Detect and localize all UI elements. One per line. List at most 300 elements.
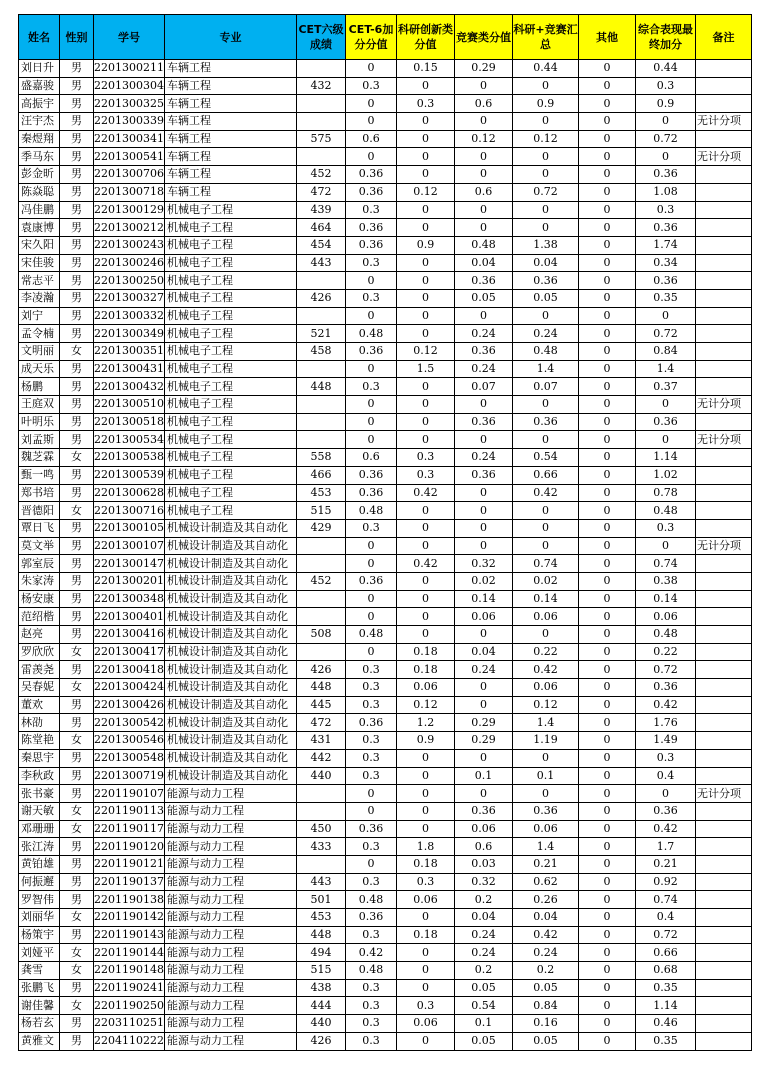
- cell-remarks: [696, 519, 752, 537]
- cell-other: 0: [579, 236, 636, 254]
- cell-remarks: [696, 838, 752, 856]
- cell-name: 盛嘉骏: [19, 77, 60, 95]
- cell-research: 0.9: [397, 236, 455, 254]
- cell-other: 0: [579, 502, 636, 520]
- cell-gender: 女: [60, 962, 94, 980]
- cell-research-competition-total: 0.2: [513, 962, 579, 980]
- cell-cet6-score: 450: [297, 820, 346, 838]
- cell-student-id: 2201300548: [94, 749, 165, 767]
- cell-research: 0: [397, 537, 455, 555]
- cell-major: 机械设计制造及其自动化: [165, 679, 297, 697]
- cell-major: 机械电子工程: [165, 307, 297, 325]
- cell-final-bonus: 0.38: [636, 572, 696, 590]
- cell-cet6-score: [297, 95, 346, 113]
- cell-final-bonus: 0.06: [636, 608, 696, 626]
- cell-cet6-score: 442: [297, 749, 346, 767]
- cell-research: 0.12: [397, 696, 455, 714]
- cell-major: 机械设计制造及其自动化: [165, 537, 297, 555]
- cell-student-id: 2201300542: [94, 714, 165, 732]
- cell-remarks: [696, 360, 752, 378]
- table-row: [19, 626, 752, 644]
- cell-student-id: 2201300534: [94, 431, 165, 449]
- cell-gender: 男: [60, 873, 94, 891]
- cell-gender: 男: [60, 219, 94, 237]
- cell-cet6-bonus: 0.3: [346, 696, 397, 714]
- cell-competition: 0.03: [455, 855, 513, 873]
- cell-final-bonus: 0.4: [636, 909, 696, 927]
- cell-remarks: [696, 466, 752, 484]
- cell-other: 0: [579, 449, 636, 467]
- cell-gender: 男: [60, 572, 94, 590]
- cell-cet6-bonus: 0.3: [346, 873, 397, 891]
- cell-cet6-score: [297, 396, 346, 414]
- cell-name: 张江涛: [19, 838, 60, 856]
- cell-research-competition-total: 0: [513, 785, 579, 803]
- table-row: [19, 944, 752, 962]
- cell-competition: 0: [455, 201, 513, 219]
- cell-cet6-bonus: 0: [346, 555, 397, 573]
- cell-major: 车辆工程: [165, 166, 297, 184]
- cell-cet6-score: 429: [297, 519, 346, 537]
- cell-final-bonus: 0.36: [636, 166, 696, 184]
- cell-cet6-score: [297, 148, 346, 166]
- table-row: [19, 643, 752, 661]
- cell-cet6-score: 464: [297, 219, 346, 237]
- cell-cet6-bonus: 0.3: [346, 1032, 397, 1050]
- cell-final-bonus: 0.92: [636, 873, 696, 891]
- cell-gender: 男: [60, 838, 94, 856]
- cell-student-id: 2201300424: [94, 679, 165, 697]
- cell-cet6-bonus: 0: [346, 855, 397, 873]
- cell-cet6-score: [297, 360, 346, 378]
- cell-cet6-bonus: 0: [346, 148, 397, 166]
- cell-research: 0.18: [397, 643, 455, 661]
- cell-name: 魏芝霖: [19, 449, 60, 467]
- cell-other: 0: [579, 183, 636, 201]
- cell-research: 0: [397, 166, 455, 184]
- cell-research-competition-total: 0.16: [513, 1015, 579, 1033]
- cell-cet6-score: 472: [297, 183, 346, 201]
- cell-cet6-score: 508: [297, 626, 346, 644]
- cell-other: 0: [579, 572, 636, 590]
- header-gender: 性别: [60, 15, 94, 60]
- cell-cet6-bonus: 0.42: [346, 944, 397, 962]
- cell-final-bonus: 0.22: [636, 643, 696, 661]
- cell-name: 秦煜翔: [19, 130, 60, 148]
- table-row: [19, 1032, 752, 1050]
- cell-competition: 0.04: [455, 643, 513, 661]
- cell-remarks: 无计分项: [696, 785, 752, 803]
- cell-other: 0: [579, 289, 636, 307]
- cell-name: 季马东: [19, 148, 60, 166]
- cell-remarks: [696, 413, 752, 431]
- cell-student-id: 2201190142: [94, 909, 165, 927]
- cell-gender: 女: [60, 449, 94, 467]
- table-row: [19, 449, 752, 467]
- cell-research-competition-total: 0: [513, 113, 579, 131]
- cell-other: 0: [579, 95, 636, 113]
- cell-gender: 男: [60, 272, 94, 290]
- cell-cet6-score: 439: [297, 201, 346, 219]
- cell-name: 何振邂: [19, 873, 60, 891]
- cell-name: 范绍楷: [19, 608, 60, 626]
- cell-name: 李凌瀚: [19, 289, 60, 307]
- cell-cet6-bonus: 0.36: [346, 714, 397, 732]
- cell-research-competition-total: 0: [513, 431, 579, 449]
- cell-competition: 0: [455, 148, 513, 166]
- cell-other: 0: [579, 396, 636, 414]
- cell-major: 机械设计制造及其自动化: [165, 696, 297, 714]
- cell-other: 0: [579, 77, 636, 95]
- cell-cet6-score: 575: [297, 130, 346, 148]
- cell-major: 能源与动力工程: [165, 873, 297, 891]
- cell-research: 1.5: [397, 360, 455, 378]
- cell-gender: 男: [60, 855, 94, 873]
- cell-research-competition-total: 0.62: [513, 873, 579, 891]
- cell-other: 0: [579, 838, 636, 856]
- cell-remarks: [696, 1015, 752, 1033]
- cell-other: 0: [579, 643, 636, 661]
- cell-cet6-score: 452: [297, 166, 346, 184]
- cell-final-bonus: 0.3: [636, 201, 696, 219]
- cell-cet6-score: 426: [297, 289, 346, 307]
- cell-final-bonus: 1.7: [636, 838, 696, 856]
- cell-gender: 女: [60, 997, 94, 1015]
- cell-research: 0: [397, 307, 455, 325]
- cell-competition: 0: [455, 113, 513, 131]
- cell-name: 成天乐: [19, 360, 60, 378]
- cell-final-bonus: 0: [636, 431, 696, 449]
- cell-research-competition-total: 0.07: [513, 378, 579, 396]
- cell-competition: 0: [455, 679, 513, 697]
- cell-name: 罗智伟: [19, 891, 60, 909]
- cell-final-bonus: 0: [636, 148, 696, 166]
- cell-student-id: 2201190143: [94, 926, 165, 944]
- cell-competition: 0.36: [455, 466, 513, 484]
- table-row: [19, 767, 752, 785]
- cell-major: 机械设计制造及其自动化: [165, 626, 297, 644]
- cell-competition: 0.05: [455, 289, 513, 307]
- cell-competition: 0.29: [455, 714, 513, 732]
- table-row: [19, 502, 752, 520]
- cell-name: 张书豪: [19, 785, 60, 803]
- cell-cet6-bonus: 0.3: [346, 979, 397, 997]
- cell-gender: 男: [60, 60, 94, 78]
- cell-major: 机械设计制造及其自动化: [165, 519, 297, 537]
- cell-major: 机械设计制造及其自动化: [165, 643, 297, 661]
- cell-final-bonus: 1.02: [636, 466, 696, 484]
- cell-remarks: [696, 909, 752, 927]
- cell-final-bonus: 0.36: [636, 272, 696, 290]
- cell-remarks: [696, 502, 752, 520]
- cell-final-bonus: 0: [636, 396, 696, 414]
- cell-name: 黄铂雄: [19, 855, 60, 873]
- cell-competition: 0: [455, 785, 513, 803]
- cell-student-id: 2201300339: [94, 113, 165, 131]
- cell-major: 能源与动力工程: [165, 891, 297, 909]
- cell-name: 秦思宇: [19, 749, 60, 767]
- cell-remarks: [696, 714, 752, 732]
- cell-cet6-bonus: 0: [346, 95, 397, 113]
- cell-research: 0.12: [397, 343, 455, 361]
- cell-remarks: [696, 236, 752, 254]
- table-row: [19, 838, 752, 856]
- cell-research: 0: [397, 396, 455, 414]
- cell-research: 0: [397, 113, 455, 131]
- header-name: 姓名: [19, 15, 60, 60]
- cell-research-competition-total: 0: [513, 77, 579, 95]
- cell-gender: 女: [60, 679, 94, 697]
- cell-research-competition-total: 0: [513, 148, 579, 166]
- cell-remarks: 无计分项: [696, 396, 752, 414]
- cell-cet6-score: 426: [297, 661, 346, 679]
- table-row: [19, 201, 752, 219]
- cell-research-competition-total: 0: [513, 307, 579, 325]
- cell-cet6-score: 444: [297, 997, 346, 1015]
- cell-name: 陈堂艳: [19, 732, 60, 750]
- cell-student-id: 2201300243: [94, 236, 165, 254]
- cell-other: 0: [579, 484, 636, 502]
- cell-competition: 0: [455, 77, 513, 95]
- cell-competition: 0: [455, 307, 513, 325]
- cell-research: 0.3: [397, 95, 455, 113]
- cell-cet6-bonus: 0.36: [346, 484, 397, 502]
- cell-other: 0: [579, 785, 636, 803]
- cell-name: 常志平: [19, 272, 60, 290]
- cell-major: 机械设计制造及其自动化: [165, 555, 297, 573]
- cell-research-competition-total: 0: [513, 626, 579, 644]
- table-row: [19, 802, 752, 820]
- cell-research-competition-total: 0.74: [513, 555, 579, 573]
- cell-major: 机械电子工程: [165, 449, 297, 467]
- cell-other: 0: [579, 997, 636, 1015]
- cell-major: 车辆工程: [165, 183, 297, 201]
- cell-final-bonus: 0.72: [636, 661, 696, 679]
- table-row: [19, 820, 752, 838]
- cell-research-competition-total: 0.05: [513, 289, 579, 307]
- cell-gender: 男: [60, 714, 94, 732]
- cell-research: 0.18: [397, 661, 455, 679]
- table-row: [19, 749, 752, 767]
- cell-gender: 男: [60, 236, 94, 254]
- cell-cet6-bonus: 0: [346, 431, 397, 449]
- cell-research: 1.2: [397, 714, 455, 732]
- cell-gender: 男: [60, 378, 94, 396]
- cell-cet6-score: 443: [297, 254, 346, 272]
- cell-major: 车辆工程: [165, 77, 297, 95]
- cell-student-id: 2201300628: [94, 484, 165, 502]
- cell-final-bonus: 0.36: [636, 413, 696, 431]
- cell-competition: 0.14: [455, 590, 513, 608]
- cell-cet6-score: 453: [297, 909, 346, 927]
- cell-cet6-bonus: 0: [346, 113, 397, 131]
- cell-research: 0.9: [397, 732, 455, 750]
- cell-other: 0: [579, 661, 636, 679]
- cell-cet6-bonus: 0.36: [346, 183, 397, 201]
- cell-other: 0: [579, 626, 636, 644]
- cell-research: 0: [397, 519, 455, 537]
- cell-major: 能源与动力工程: [165, 997, 297, 1015]
- cell-remarks: [696, 95, 752, 113]
- header-cet6-bonus: CET-6加分分值: [346, 15, 397, 60]
- cell-student-id: 2201190138: [94, 891, 165, 909]
- table-row: [19, 254, 752, 272]
- table-row: [19, 431, 752, 449]
- cell-final-bonus: 0.3: [636, 749, 696, 767]
- cell-name: 高振宇: [19, 95, 60, 113]
- table-row: [19, 590, 752, 608]
- cell-research-competition-total: 1.4: [513, 838, 579, 856]
- cell-student-id: 2203110251: [94, 1015, 165, 1033]
- cell-research: 0.06: [397, 679, 455, 697]
- cell-student-id: 2201190148: [94, 962, 165, 980]
- cell-cet6-bonus: 0.3: [346, 254, 397, 272]
- cell-research-competition-total: 0.02: [513, 572, 579, 590]
- cell-research-competition-total: 0.24: [513, 944, 579, 962]
- cell-competition: 0.2: [455, 962, 513, 980]
- cell-research-competition-total: 0.24: [513, 325, 579, 343]
- cell-research: 0.12: [397, 183, 455, 201]
- cell-student-id: 2201300351: [94, 343, 165, 361]
- cell-cet6-bonus: 0.3: [346, 289, 397, 307]
- cell-final-bonus: 0.72: [636, 325, 696, 343]
- cell-remarks: [696, 962, 752, 980]
- cell-other: 0: [579, 1015, 636, 1033]
- table-row: [19, 77, 752, 95]
- cell-final-bonus: 0.34: [636, 254, 696, 272]
- cell-research-competition-total: 0.06: [513, 679, 579, 697]
- cell-cet6-score: 440: [297, 767, 346, 785]
- cell-research: 0: [397, 749, 455, 767]
- cell-competition: 0: [455, 502, 513, 520]
- cell-research-competition-total: 0.12: [513, 130, 579, 148]
- cell-student-id: 2201300546: [94, 732, 165, 750]
- cell-name: 雷羡尧: [19, 661, 60, 679]
- cell-research-competition-total: 0.26: [513, 891, 579, 909]
- cell-other: 0: [579, 590, 636, 608]
- cell-remarks: [696, 572, 752, 590]
- cell-research-competition-total: 0.04: [513, 254, 579, 272]
- cell-cet6-bonus: 0.48: [346, 325, 397, 343]
- cell-name: 郭室辰: [19, 555, 60, 573]
- table-row: [19, 236, 752, 254]
- header-major: 专业: [165, 15, 297, 60]
- cell-gender: 男: [60, 77, 94, 95]
- cell-gender: 女: [60, 909, 94, 927]
- cell-cet6-bonus: 0.48: [346, 502, 397, 520]
- cell-competition: 0: [455, 166, 513, 184]
- cell-cet6-bonus: 0: [346, 307, 397, 325]
- cell-name: 张鹏飞: [19, 979, 60, 997]
- cell-research-competition-total: 0.42: [513, 661, 579, 679]
- cell-cet6-bonus: 0: [346, 396, 397, 414]
- cell-research-competition-total: 0.05: [513, 1032, 579, 1050]
- cell-research: 0: [397, 979, 455, 997]
- cell-gender: 男: [60, 95, 94, 113]
- cell-other: 0: [579, 60, 636, 78]
- cell-research-competition-total: 0.48: [513, 343, 579, 361]
- cell-gender: 男: [60, 891, 94, 909]
- cell-research: 0: [397, 572, 455, 590]
- cell-name: 宋久阳: [19, 236, 60, 254]
- cell-other: 0: [579, 431, 636, 449]
- cell-other: 0: [579, 802, 636, 820]
- cell-cet6-score: 501: [297, 891, 346, 909]
- cell-final-bonus: 0.42: [636, 696, 696, 714]
- cell-name: 邓珊珊: [19, 820, 60, 838]
- cell-major: 机械设计制造及其自动化: [165, 608, 297, 626]
- cell-cet6-bonus: 0: [346, 272, 397, 290]
- cell-student-id: 2201300417: [94, 643, 165, 661]
- cell-major: 机械电子工程: [165, 236, 297, 254]
- header-final-bonus: 综合表现最终加分: [636, 15, 696, 60]
- cell-other: 0: [579, 360, 636, 378]
- cell-name: 谢天敏: [19, 802, 60, 820]
- cell-gender: 女: [60, 820, 94, 838]
- cell-cet6-score: 445: [297, 696, 346, 714]
- cell-competition: 0: [455, 696, 513, 714]
- cell-name: 龚雪: [19, 962, 60, 980]
- cell-student-id: 2201190120: [94, 838, 165, 856]
- cell-cet6-score: 448: [297, 378, 346, 396]
- cell-research-competition-total: 0.22: [513, 643, 579, 661]
- cell-student-id: 2201300341: [94, 130, 165, 148]
- cell-major: 机械电子工程: [165, 219, 297, 237]
- cell-research: 0.06: [397, 1015, 455, 1033]
- cell-gender: 女: [60, 732, 94, 750]
- table-row: [19, 979, 752, 997]
- cell-final-bonus: 1.76: [636, 714, 696, 732]
- cell-research: 0.3: [397, 466, 455, 484]
- cell-final-bonus: 0.68: [636, 962, 696, 980]
- cell-student-id: 2201300304: [94, 77, 165, 95]
- cell-student-id: 2201300147: [94, 555, 165, 573]
- cell-gender: 男: [60, 767, 94, 785]
- cell-competition: 0.05: [455, 1032, 513, 1050]
- cell-cet6-score: 438: [297, 979, 346, 997]
- cell-cet6-bonus: 0.3: [346, 661, 397, 679]
- cell-student-id: 2201300716: [94, 502, 165, 520]
- cell-gender: 男: [60, 926, 94, 944]
- cell-competition: 0.6: [455, 838, 513, 856]
- cell-remarks: [696, 979, 752, 997]
- table-row: [19, 183, 752, 201]
- cell-student-id: 2201300418: [94, 661, 165, 679]
- cell-name: 莫文举: [19, 537, 60, 555]
- cell-student-id: 2201300718: [94, 183, 165, 201]
- cell-cet6-score: 466: [297, 466, 346, 484]
- cell-competition: 0.29: [455, 60, 513, 78]
- cell-cet6-bonus: 0.3: [346, 838, 397, 856]
- cell-cet6-score: 515: [297, 962, 346, 980]
- cell-other: 0: [579, 873, 636, 891]
- cell-remarks: [696, 873, 752, 891]
- cell-research-competition-total: 1.4: [513, 360, 579, 378]
- cell-remarks: 无计分项: [696, 148, 752, 166]
- cell-gender: 男: [60, 555, 94, 573]
- cell-cet6-bonus: 0: [346, 360, 397, 378]
- cell-competition: 0.24: [455, 944, 513, 962]
- cell-final-bonus: 0.9: [636, 95, 696, 113]
- cell-final-bonus: 0.78: [636, 484, 696, 502]
- cell-remarks: [696, 183, 752, 201]
- cell-competition: 0.36: [455, 343, 513, 361]
- cell-remarks: [696, 855, 752, 873]
- cell-student-id: 2201300332: [94, 307, 165, 325]
- cell-name: 郑书培: [19, 484, 60, 502]
- cell-gender: 男: [60, 360, 94, 378]
- header-competition: 竞赛类分值: [455, 15, 513, 60]
